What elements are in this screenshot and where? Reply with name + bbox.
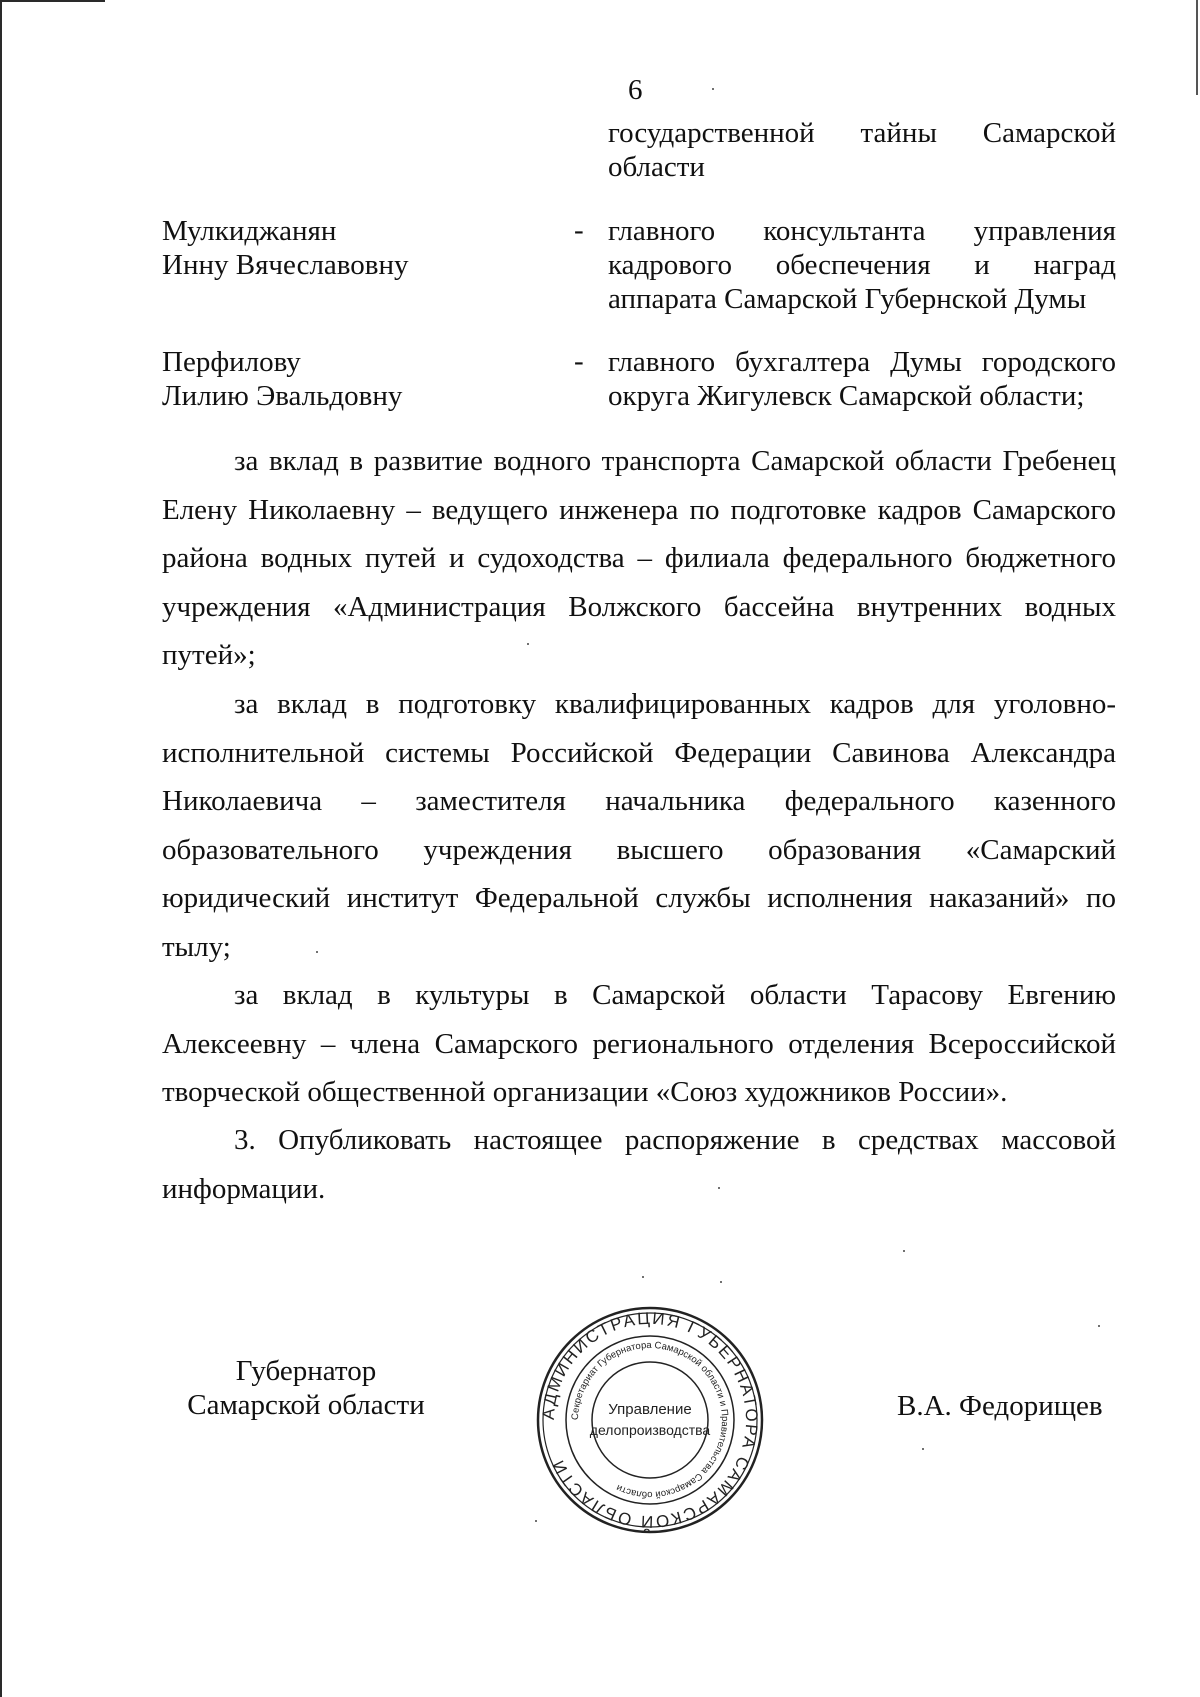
signatory-title-line: Губернатор bbox=[235, 1355, 377, 1387]
entry-position: главного консультанта управления кадрового обеспечения и наград аппарата Самарской Губернской Думы bbox=[608, 215, 1116, 315]
scan-speck bbox=[712, 88, 714, 90]
scan-speck bbox=[535, 1520, 537, 1522]
scan-speck bbox=[316, 951, 318, 953]
page-number: 6 bbox=[628, 74, 643, 106]
publish-paragraph: 3. Опубликовать настоящее распоряжение в средствах массовой информации. bbox=[162, 1124, 1116, 1205]
signatory-title-line: Самарской области bbox=[187, 1389, 425, 1421]
scan-speck bbox=[903, 1250, 905, 1252]
scan-speck bbox=[527, 643, 529, 645]
entry-given-names: Лилию Эвальдовну bbox=[162, 380, 403, 412]
entry-position: главного бухгалтера Думы городского округа Жигулевск Самарской области; bbox=[608, 346, 1116, 412]
scan-speck bbox=[1098, 1325, 1100, 1327]
scan-speck bbox=[922, 1448, 924, 1450]
stamp-outer-text: АДМИНИСТРАЦИЯ ГУБЕРНАТОРА САМАРСКОЙ ОБЛАСТИ bbox=[538, 1308, 762, 1532]
award-paragraph: за вклад в подготовку квалифицированных кадров для уголовно-исполнительной системы Российской Федерации Савинова Александра Николаевича – заместителя начальника федерального казенного образовательного учреждения высшего образования «Самарский юридический институт Федеральной службы исполнения наказаний» по тылу; bbox=[162, 688, 1116, 963]
entry-dash: - bbox=[574, 214, 584, 246]
page-edge-left bbox=[0, 0, 2, 1697]
stamp-center-line: Управление bbox=[608, 1401, 692, 1418]
scan-speck bbox=[642, 1276, 644, 1278]
page-edge-right bbox=[1196, 0, 1198, 95]
entry-dash: - bbox=[574, 345, 584, 377]
scan-speck bbox=[718, 1187, 720, 1189]
page-edge-top bbox=[0, 0, 105, 2]
signatory-title bbox=[175, 1354, 437, 1422]
award-paragraph: за вклад в развитие водного транспорта Самарской области Гребенец Елену Николаевну – ведущего инженера по подготовке кадров Самарского района водных путей и судоходства – филиала федерального бюджетного учреждения «Администрация Волжского бассейна внутренних водных путей»; bbox=[162, 445, 1116, 671]
scan-speck bbox=[720, 1281, 722, 1283]
continuation-text: государственной тайны Самарской области bbox=[608, 117, 1116, 183]
signatory-name: В.А. Федорищев bbox=[897, 1390, 1103, 1422]
entry-surname: Мулкиджанян bbox=[162, 215, 337, 247]
entry-name bbox=[162, 345, 542, 413]
official-stamp bbox=[530, 1300, 770, 1540]
entry-surname: Перфилову bbox=[162, 346, 301, 378]
award-paragraph: за вклад в культуры в Самарской области Тарасову Евгению Алексеевну – члена Самарского регионального отделения Всероссийской творческой общественной организации «Союз художников России». bbox=[162, 979, 1116, 1108]
stamp-inner-ring-text: Секретариат Губернатора Самарской области и Правительства Самарской области bbox=[569, 1339, 731, 1501]
entry-given-names: Инну Вячеславовну bbox=[162, 249, 409, 281]
entry-name bbox=[162, 214, 542, 282]
stamp-center-line: делопроизводства bbox=[589, 1422, 711, 1438]
